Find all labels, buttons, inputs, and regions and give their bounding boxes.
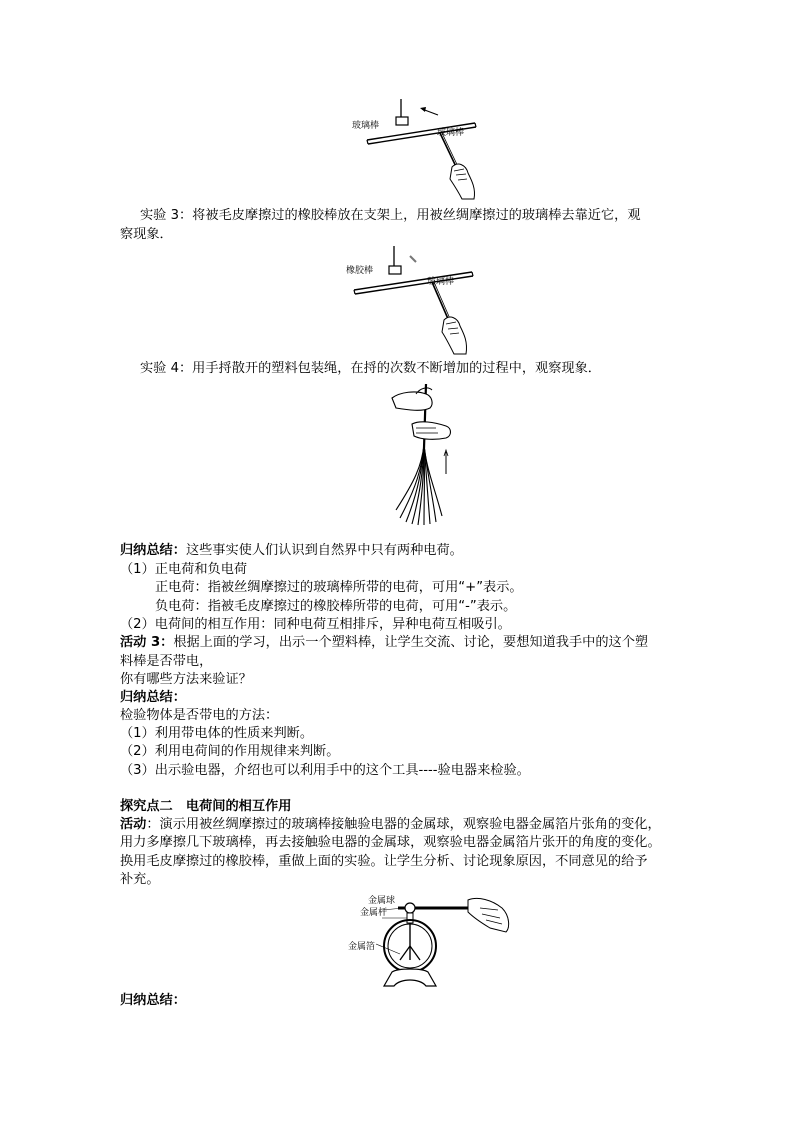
figure4-label-foil: 金属箔: [348, 942, 376, 952]
activity3-text1: 根据上面的学习，出示一个塑料棒，让学生交流、讨论，要想知道我手中的这个塑: [173, 635, 649, 650]
summary2-heading: 归纳总结：: [120, 690, 186, 705]
activity3-line3: 你有哪些方法来验证？: [120, 672, 252, 687]
summary1-text: 这些事实使人们认识到自然界中只有两种电荷。: [185, 543, 463, 558]
summary1-item1: （1）正电荷和负电荷: [120, 562, 248, 577]
activity3-line2: 料棒是否带电，: [120, 654, 213, 669]
figure-glass-glass: [340, 95, 490, 205]
summary1-item2: （2）电荷间的相互作用：同种电荷互相排斥，异种电荷互相吸引。: [120, 617, 511, 632]
summary2-method3: （3）出示验电器，介绍也可以利用手中的这个工具----验电器来检验。: [120, 763, 530, 778]
figure1-label-right: 玻璃棒: [437, 128, 465, 138]
figure-plastic-string: [386, 378, 458, 528]
summary1-positive: 正电荷：指被丝绸摩擦过的玻璃棒所带的电荷，可用“+”表示。: [155, 580, 523, 595]
exp3-line1: 实验 3：将被毛皮摩擦过的橡胶棒放在支架上，用被丝绸摩擦过的玻璃棒去靠近它，观: [140, 208, 641, 223]
figure-rubber-glass: [340, 242, 490, 362]
figure1-label-left: 玻璃棒: [352, 121, 380, 131]
activity3-heading: 活动 3：: [120, 635, 174, 650]
exp4-text: 实验 4：用手捋散开的塑料包装绳，在捋的次数不断增加的过程中，观察现象．: [140, 361, 601, 376]
exp3-line2: 察现象．: [120, 227, 173, 242]
explore2-text1: ：演示用被丝绸摩擦过的玻璃棒接触验电器的金属球，观察验电器金属箔片张角的变化，: [146, 817, 661, 832]
explore2-line4: 补充。: [120, 872, 160, 887]
summary3-heading: 归纳总结：: [120, 993, 186, 1008]
figure4-label-ball: 金属球: [368, 896, 396, 906]
summary2-method2: （2）利用电荷间的作用规律来判断。: [120, 744, 340, 759]
explore2-heading: 探究点二 电荷间的相互作用: [120, 799, 292, 814]
explore2-activity-label: 活动: [120, 817, 147, 832]
figure4-label-rod: 金属杆: [360, 908, 388, 918]
activity3-line1: [120, 634, 648, 652]
figure2-label-right: 玻璃棒: [427, 277, 455, 287]
summary1-negative: 负电荷：指被毛皮摩擦过的橡胶棒所带的电荷，可用“-”表示。: [155, 599, 517, 614]
summary2-intro: 检验物体是否带电的方法：: [120, 708, 279, 723]
explore2-line1: [120, 816, 661, 834]
summary1-line: [120, 542, 463, 560]
figure-electroscope: [340, 888, 520, 990]
figure2-label-left: 橡胶棒: [346, 266, 374, 276]
explore2-line2: 用力多摩擦几下玻璃棒，再去接触验电器的金属球，观察验电器金属箔片张开的角度的变化。: [120, 835, 661, 850]
explore2-line3: 换用毛皮摩擦过的橡胶棒，重做上面的实验。让学生分析、讨论现象原因，不同意见的给予: [120, 854, 648, 869]
summary1-heading: 归纳总结：: [120, 543, 186, 558]
summary2-method1: （1）利用带电体的性质来判断。: [120, 726, 314, 741]
